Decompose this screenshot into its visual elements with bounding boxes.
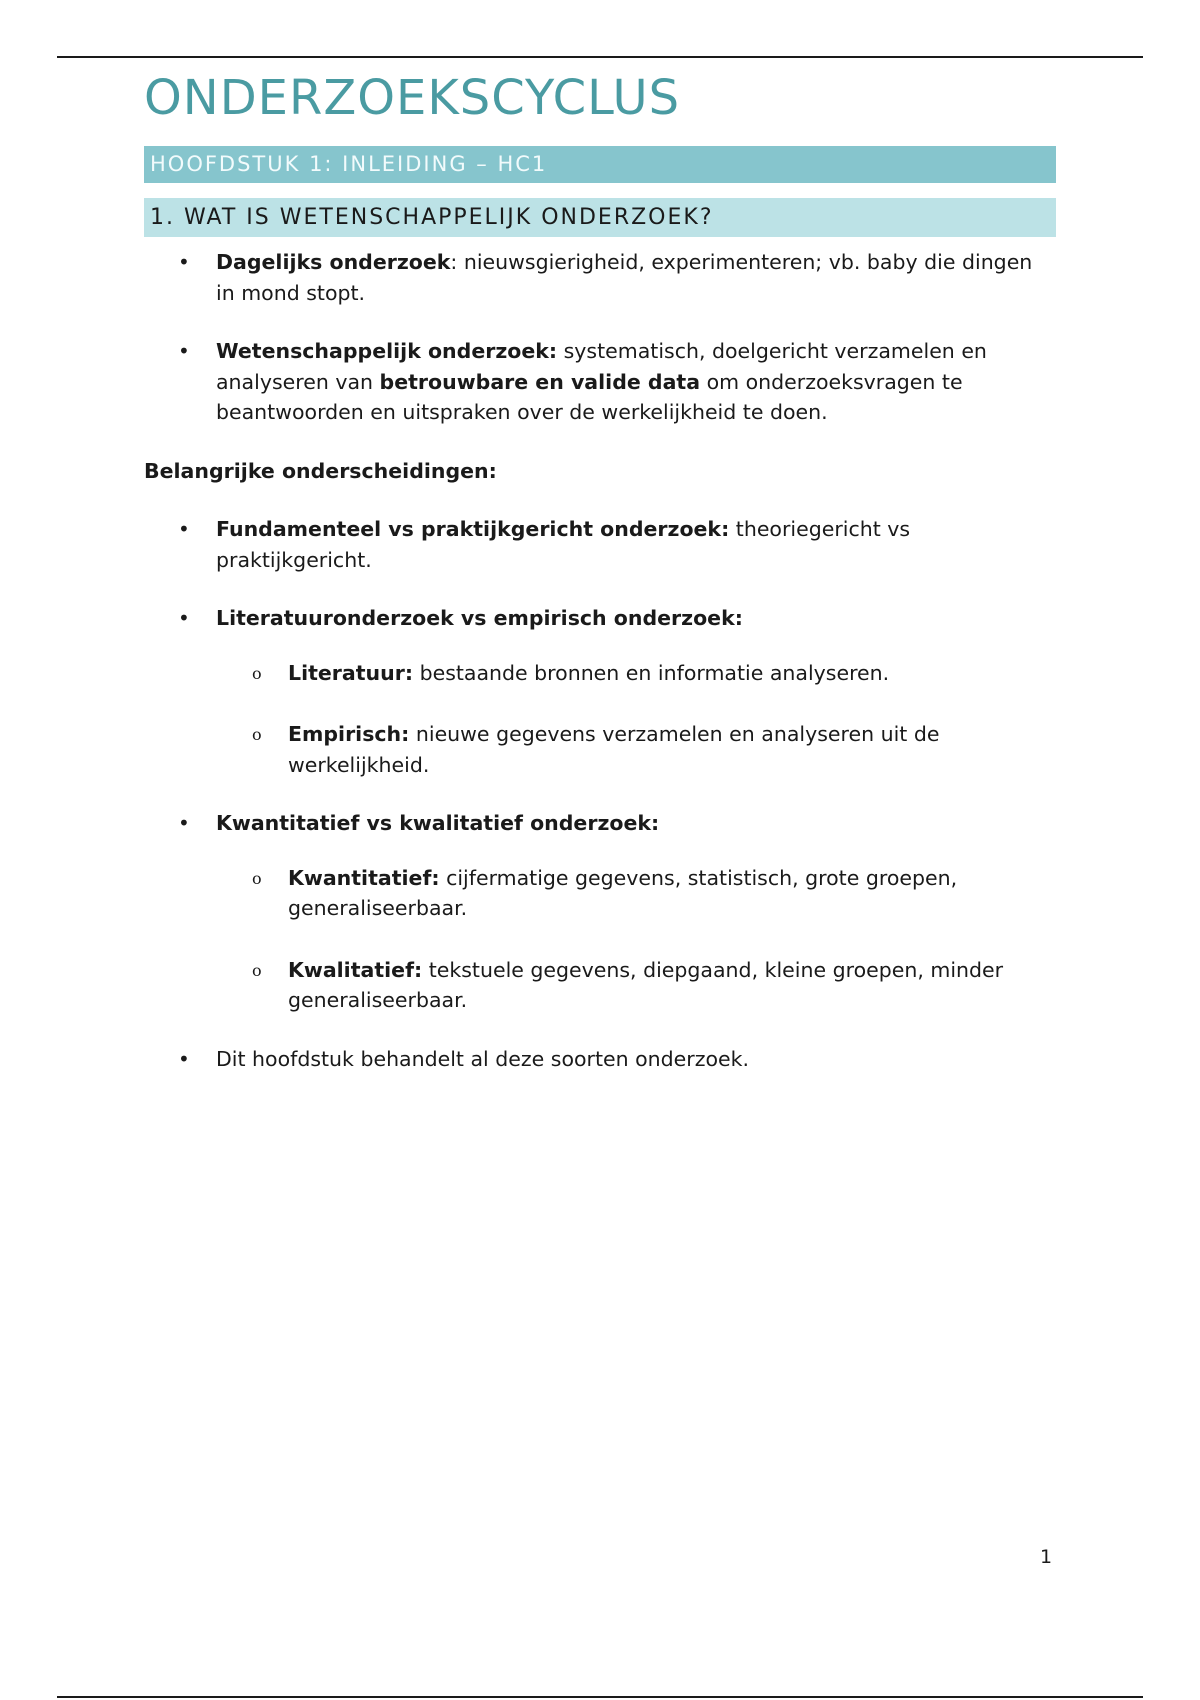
sub-list-item bbox=[216, 658, 1056, 689]
bullet-icon: • bbox=[178, 250, 190, 274]
top-rule bbox=[57, 56, 1143, 58]
sub-bullet-icon: o bbox=[252, 663, 262, 683]
distinctions-list bbox=[144, 514, 1056, 1074]
sub-list-item bbox=[216, 955, 1056, 1016]
sub-list-item bbox=[216, 719, 1056, 780]
document-body bbox=[144, 70, 1056, 1102]
sub-bullet-icon: o bbox=[252, 960, 262, 980]
sub-bullet-icon: o bbox=[252, 868, 262, 888]
section-heading: 1. WAT IS WETENSCHAPPELIJK ONDERZOEK? bbox=[144, 198, 1056, 237]
definition: systematisch, doelgericht verzamelen en analyseren van bbox=[216, 339, 987, 394]
page-number: 1 bbox=[1040, 1546, 1053, 1568]
bullet-icon: • bbox=[178, 339, 190, 363]
list-item bbox=[144, 247, 1056, 308]
list-item bbox=[144, 603, 1056, 780]
sub-list bbox=[216, 658, 1056, 781]
bullet-icon: • bbox=[178, 606, 190, 630]
term: Fundamenteel vs praktijkgericht onderzoek: bbox=[216, 517, 730, 541]
term: Kwalitatief: bbox=[288, 957, 423, 982]
list-item bbox=[144, 514, 1056, 575]
term: Empirisch: bbox=[288, 722, 410, 746]
term: Literatuur: bbox=[288, 660, 414, 685]
sub-list bbox=[216, 863, 1056, 1016]
term: Dagelijks onderzoek bbox=[216, 250, 451, 274]
term: Wetenschappelijk onderzoek: bbox=[216, 339, 558, 363]
list-item bbox=[144, 336, 1056, 428]
definition: theoriegericht vs praktijkgericht. bbox=[216, 517, 911, 572]
list-item bbox=[144, 1044, 1056, 1075]
bullet-icon: • bbox=[178, 811, 190, 835]
definition: : nieuwsgierigheid, experimenteren; vb. baby die dingen in mond stopt. bbox=[216, 250, 1033, 305]
subheading: Belangrijke onderscheidingen: bbox=[144, 458, 497, 483]
definition: om onderzoeksvragen te beantwoorden en uitspraken over de werkelijkheid te doen. bbox=[216, 369, 963, 424]
intro-list bbox=[144, 247, 1056, 428]
definition: cijfermatige gegevens, statistisch, grote groepen, generaliseerbaar. bbox=[288, 865, 958, 920]
bottom-rule bbox=[57, 1696, 1143, 1698]
definition: nieuwe gegevens verzamelen en analyseren uit de werkelijkheid. bbox=[288, 722, 940, 777]
list-item bbox=[144, 808, 1056, 1016]
sub-list-item bbox=[216, 863, 1056, 924]
term: Literatuuronderzoek vs empirisch onderzoek: bbox=[216, 606, 743, 630]
bullet-icon: • bbox=[178, 517, 190, 541]
document-title: ONDERZOEKSCYCLUS bbox=[144, 70, 681, 126]
sub-bullet-icon: o bbox=[252, 725, 262, 744]
term: Kwantitatief: bbox=[288, 865, 440, 890]
definition: tekstuele gegevens, diepgaand, kleine groepen, minder generaliseerbaar. bbox=[288, 957, 1004, 1012]
definition: Dit hoofdstuk behandelt al deze soorten onderzoek. bbox=[216, 1046, 750, 1071]
emphasis: betrouwbare en valide data bbox=[379, 369, 701, 394]
chapter-heading: HOOFDSTUK 1: INLEIDING – HC1 bbox=[144, 146, 1056, 183]
definition: bestaande bronnen en informatie analyseren. bbox=[413, 660, 890, 685]
bullet-icon: • bbox=[178, 1046, 190, 1071]
term: Kwantitatief vs kwalitatief onderzoek: bbox=[216, 811, 660, 835]
